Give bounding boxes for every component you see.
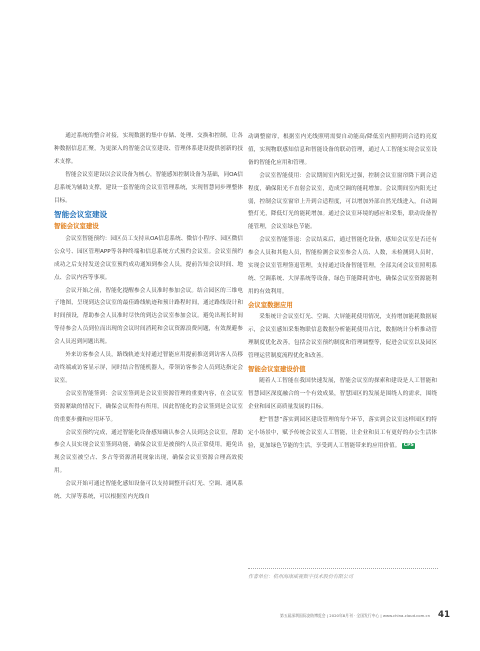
paragraph: 会议室智能预约：园区员工支持从OA信息系统、微信小程序、园区微信公众号、园区管理APP等各种终端和信息系统方式预约会议室。会议室预约成功之后支持发送会议室预约成功通知到参会人员，提前告知会议时间、地点、会议内容等事项。 xyxy=(54,235,243,281)
paragraph: 会议开始可通过智能化感知设备可以支持调整开启灯光、空调、通风系统、大屏等系统，可以根据室内光线自 xyxy=(54,481,243,501)
paragraph: 会议室预约完成，通过智能化设备感知确认参会人员到达会议室，帮助参会人员实现会议室签到功能，确保会议室是被预约人员正常使用，避免出现会议室被空占、多占等资源消耗现象出现，确保会议室资源合理高效使用。 xyxy=(54,429,243,475)
paragraph: 外来访客参会人员，路线轨迹支持通过智能应用提前推送到访客人员移动终端或访客显示屏，同时结合智能机器人，带领访客参会人员到达指定会议室。 xyxy=(54,352,243,384)
sub-title: 智能会议室建设 xyxy=(54,222,99,231)
footer-text: 第五届深圳国际安防博览会 | 2020年8月刊 · 全国发行中心 | www.china-cloud.com.cn xyxy=(280,613,430,618)
cps-badge: CPS xyxy=(403,443,414,449)
paragraph-text: 把“智慧”落实到园区建设管理的每个环节，落实到会议室这样园区的特定小场景中，赋予传统会议室人工智能，让企业和员工有更好的办公生活体验，更加绿色节能的生活，享受到人工智能带来的应用价值。 xyxy=(248,417,437,449)
page-number: 41 xyxy=(438,610,450,620)
sub-title: 智能会议室建设价值 xyxy=(248,364,306,373)
paragraph: 动调整窗帘，根据室内光线照明需要自动能高/降低室内照明到合适的亮度值，实现物联感知信息和智能设备的联动管理，通过人工智能实现会议室设备的智能化应用和管理。 xyxy=(248,134,437,166)
author-divider xyxy=(248,568,438,569)
right-column xyxy=(248,131,437,453)
paragraph: 会议室智能签到：会议室签到是会议室资源管理的重要内容，在会议室资源紧缺的情况下，确保会议所得有所用，因此智能化的会议签到是会议室的重要步骤和应用环节。 xyxy=(54,390,243,423)
paragraph: 通过系统的整合对接，实现数据的集中存储、处理、交换和控制，让各种数据信息汇聚，为更深入的智能会议室建设、管理体系建设提供创新的技术支撑。 xyxy=(54,133,243,165)
paragraph: 随着人工智能在我国快速发展，智能会议室的探索和建设是人工智能和智慧园区深度融合的一个有效成果，智慧园区的发展是围绕人的需求，围绕企业和园区高质量发展的目标。 xyxy=(248,378,437,411)
left-column xyxy=(54,130,243,504)
page-footer xyxy=(250,612,450,622)
paragraph: 采集统计会议室灯光、空调、大屏能耗使用情况，支持增加能耗数据展示，会议室感知采集物联信息数据分析能耗使用占比，数据统计分析推动管理制度优化改善，包括会议室预约制度和管理调整等，促进会议室以及园区管理运营制度流程优化和改善。 xyxy=(248,314,437,359)
paragraph: 智能会议室建设以会议设备为核心，智能感知控制设备为基础，同OA信息系统为辅助支撑，建设一套智能的会议室管理系统，实现智慧同步理整体目标。 xyxy=(54,171,243,204)
paragraph: 会议室智能使用：会议期间室内阳光过强，控制会议室窗帘降下到合适程度，确保阳光不直射会议室，造成空调的能耗增加。会议期间室内阳光过弱，控制会议室窗帘上升到合适程度，可以增加外部自然光线进入，自动调整灯光，降低灯光的能耗增加。通过会议室环境的感应和采集，联动设备智能管理，会议室绿色节能。 xyxy=(248,172,437,231)
section-title: 智能会议室建设 xyxy=(54,210,108,220)
section-title: 会议室数据应用 xyxy=(248,300,293,309)
paragraph xyxy=(248,414,437,453)
paragraph: 会议室智能签退：会议结束后，通过智能化设备，感知会议室是否还有参会人员和其他人员，智能检测会议室参会人员、人数，未检测到人员时，实现会议室管理签退管理，支持通过设备智能管理，全部关闭会议室照明系统、空调系统、大屏系统等设备，绿色节能降耗省电，确保会议室资源能利用的有效利用。 xyxy=(248,237,437,295)
paragraph: 会议开始之前，智能化提醒参会人员准时参加会议。结合园区的三维电子地图，呈现到达会议室的最佳路线轨迹和预计路程时间，通过路线设计和时间预设，帮助参会人员准时尽快的到达会议室参加会议。避免出现长时间等待参会人员到位而出现的会议时间消耗和会议资源浪费问题，有效规避参会人员迟到问题出现。 xyxy=(54,287,243,346)
author-line: 作者单位：杭州海康威视数字技术股份有限公司 xyxy=(248,574,354,580)
